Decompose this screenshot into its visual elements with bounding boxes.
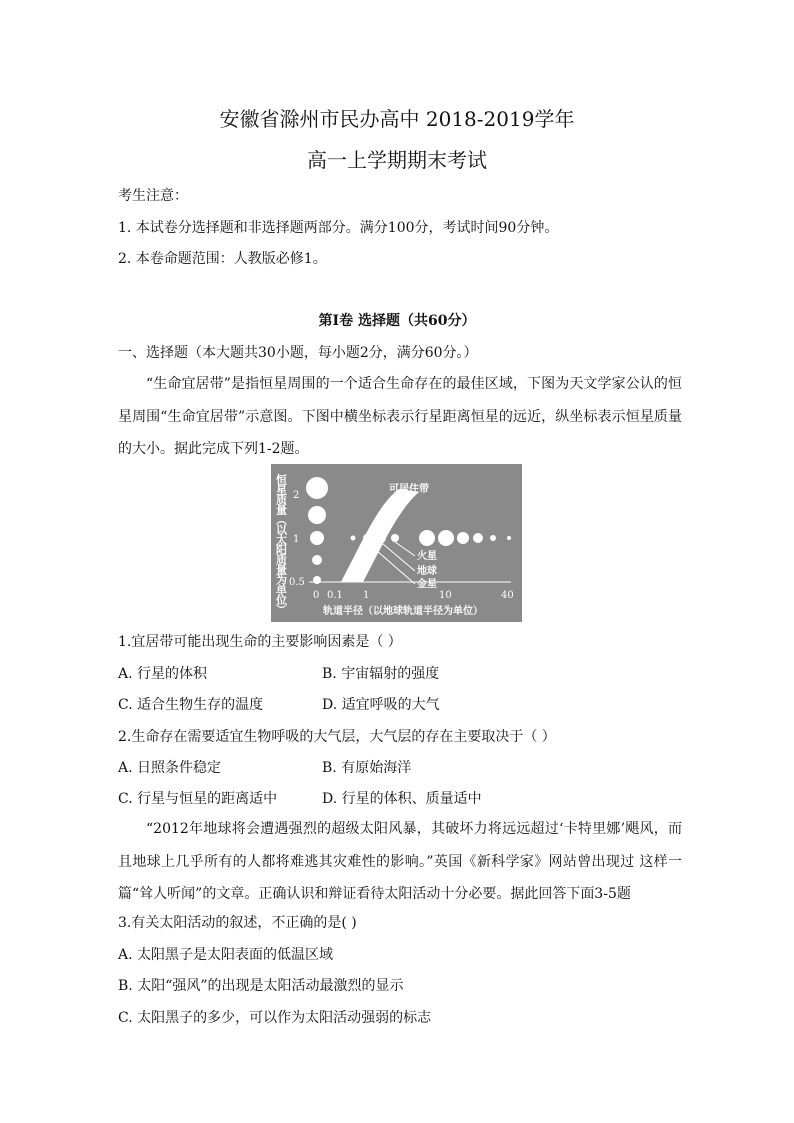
q1-option-d: D. 适宜呼吸的大气 bbox=[322, 697, 440, 713]
figure-xtick-40: 40 bbox=[501, 590, 514, 601]
planet-circle bbox=[351, 536, 356, 541]
figure-xtick-0: 0 bbox=[313, 590, 320, 601]
q2-option-c: C. 行星与恒星的距离适中 bbox=[118, 791, 278, 807]
q1-option-b: B. 宇宙辐射的强度 bbox=[322, 666, 440, 682]
planet-circle bbox=[363, 534, 371, 542]
figure-ytick-2: 2 bbox=[293, 490, 300, 501]
intro-paragraph-2: “2012年地球将会遭遇强烈的超级太阳风暴，其破坏力将远远超过‘卡特里娜’飓风，而且地球上几乎所有的人都将难逃其灾难性的影响。”英国《新科学家》网站曾出现过 这样一篇“耸人听闻”的文章。正确认识和辩证看待太阳活动十分必要。据此回答下面3-5题 bbox=[118, 821, 682, 902]
habitable-zone-label: 可居住带 bbox=[389, 484, 429, 495]
star-circle bbox=[313, 576, 321, 584]
question-1: 1.宜居带可能出现生命的主要影响因素是（ ） bbox=[118, 634, 402, 650]
planet-circle bbox=[391, 534, 399, 542]
star-circle bbox=[308, 506, 326, 524]
planet-circle bbox=[490, 535, 496, 541]
q3-option-c: C. 太阳黑子的多少，可以作为太阳活动强弱的标志 bbox=[118, 1010, 432, 1026]
planet-circle bbox=[457, 532, 469, 544]
notice-item-1: 1. 本试卷分选择题和非选择题两部分。满分100分，考试时间90分钟。 bbox=[118, 220, 559, 236]
q3-option-a: A. 太阳黑子是太阳表面的低温区域 bbox=[118, 947, 334, 963]
star-circle bbox=[306, 477, 328, 499]
q3-option-b: B. 太阳“强风”的出现是太阳活动最激烈的显示 bbox=[118, 978, 404, 994]
notice-item-2: 2. 本卷命题范围：人教版必修1。 bbox=[118, 251, 327, 267]
planet-circle bbox=[473, 533, 483, 543]
figure-ytick-05: 0.5 bbox=[289, 577, 305, 588]
section-title: 第Ⅰ卷 选择题（共60分） bbox=[318, 313, 476, 329]
doc-title-line1: 安徽省滁州市民办高中 2018-2019学年 bbox=[219, 107, 575, 131]
habitable-zone-figure bbox=[271, 464, 522, 622]
part-heading: 一、选择题（本大题共30小题，每小题2分，满分60分。） bbox=[118, 345, 478, 361]
planet-label-mars: 火星 bbox=[417, 551, 437, 562]
q2-option-d: D. 行星的体积、质量适中 bbox=[322, 791, 482, 807]
notice-heading: 考生注意： bbox=[118, 188, 188, 204]
star-circle bbox=[310, 531, 324, 545]
planet-label-earth: 地球 bbox=[417, 566, 437, 577]
q1-option-c: C. 适合生物生存的温度 bbox=[118, 697, 264, 713]
figure-xtick-10: 10 bbox=[439, 590, 452, 601]
star-circle bbox=[312, 555, 322, 565]
figure-ytick-1: 1 bbox=[293, 534, 300, 545]
q2-option-a: A. 日照条件稳定 bbox=[118, 760, 222, 776]
planet-circle bbox=[507, 536, 511, 540]
question-2: 2.生命存在需要适宜生物呼吸的大气层，大气层的存在主要取决于（ ） bbox=[118, 729, 556, 745]
planet-circle bbox=[419, 530, 435, 546]
planet-circle bbox=[376, 533, 386, 543]
question-3: 3.有关太阳活动的叙述，不正确的是( ) bbox=[118, 915, 357, 931]
q2-option-b: B. 有原始海洋 bbox=[322, 760, 412, 776]
figure-xtick-01: 0.1 bbox=[327, 590, 343, 601]
doc-title-line2: 高一上学期期末考试 bbox=[307, 148, 487, 172]
q1-option-a: A. 行星的体积 bbox=[118, 666, 208, 682]
figure-xlabel: 轨道半径（以地球轨道半径为单位） bbox=[323, 606, 483, 617]
figure-xtick-1: 1 bbox=[363, 590, 370, 601]
figure-ylabel: 恒星质量（以太阳质量为单位） bbox=[274, 474, 288, 614]
planet-label-venus: 金星 bbox=[417, 579, 437, 590]
intro-paragraph-1: “生命宜居带”是指恒星周围的一个适合生命存在的最佳区域，下图为天文学家公认的恒星周围“生命宜居带”示意图。下图中横坐标表示行星距离恒星的远近，纵坐标表示恒星质量的大小。据此完成下列1-2题。 bbox=[118, 376, 682, 457]
planet-circle bbox=[438, 530, 454, 546]
